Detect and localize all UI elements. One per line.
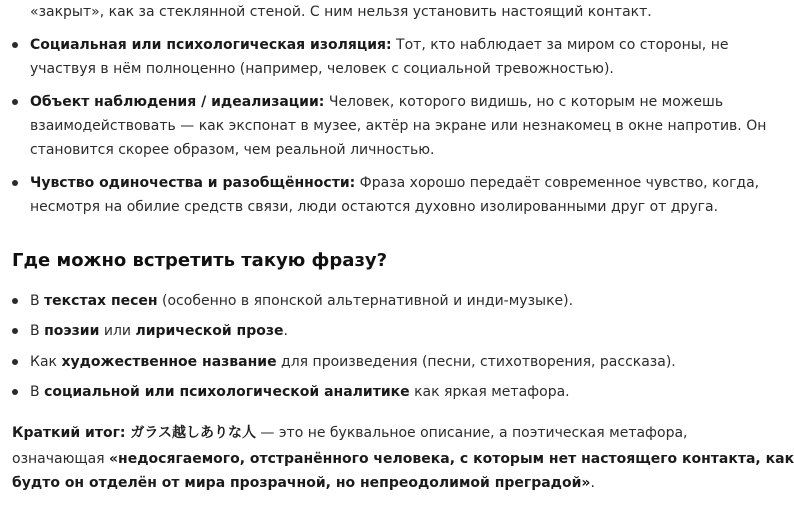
item-prefix: В bbox=[30, 323, 45, 339]
list-item-continuation: взаимодействовать — как экспонат в музее, актёр на экране или незнакомец в окне напротив. Он bbox=[30, 118, 767, 134]
summary-label: Краткий итог: bbox=[12, 425, 126, 441]
item-text: (особенно в японской альтернативной и инди-музыке). bbox=[157, 293, 574, 309]
list-item bbox=[30, 92, 723, 112]
list-item bbox=[30, 382, 570, 402]
bullet-dot bbox=[12, 42, 18, 48]
summary-line bbox=[12, 423, 688, 443]
item-term: текстах песен bbox=[44, 293, 158, 309]
list-item bbox=[30, 173, 759, 193]
list-item bbox=[30, 291, 573, 311]
summary-emphasis: будто он отделён от мира прозрачной, но непреодолимой преградой» bbox=[12, 475, 591, 491]
list-item bbox=[30, 321, 288, 341]
item-text: Фраза хорошо передаёт современное чувство, когда, bbox=[355, 175, 760, 191]
item-term: Социальная или психологическая изоляция: bbox=[30, 37, 392, 53]
item-prefix: Как bbox=[30, 354, 62, 370]
item-prefix: В bbox=[30, 384, 45, 400]
summary-phrase: ガラス越しありな人 bbox=[125, 425, 256, 441]
list-item-continuation: становится скорее образом, чем реальной личностью. bbox=[30, 142, 435, 158]
item-text: для произведения (песни, стихотворения, рассказа). bbox=[276, 354, 676, 370]
section-heading: Где можно встретить такую фразу? bbox=[12, 250, 388, 271]
item-text: Человек, которого видишь, но с которым не можешь bbox=[324, 94, 724, 110]
item-prefix: В bbox=[30, 293, 45, 309]
summary-emphasis: «недосягаемого, отстранённого человека, с которым нет настоящего контакта, как bbox=[109, 451, 794, 467]
item-term: Объект наблюдения / идеализации: bbox=[30, 94, 325, 110]
item-text: как яркая метафора. bbox=[409, 384, 570, 400]
bullet-dot bbox=[12, 99, 18, 105]
list-item bbox=[30, 35, 728, 55]
item-text: . bbox=[283, 323, 288, 339]
list-item-continuation: несмотря на обилие средств связи, люди остаются духовно изолированными друг от друга. bbox=[30, 199, 719, 215]
item-term: лирической прозе bbox=[135, 323, 284, 339]
bullet-dot bbox=[12, 389, 18, 395]
list-item bbox=[30, 352, 676, 372]
bullet-dot bbox=[12, 328, 18, 334]
summary-text: . bbox=[590, 475, 595, 491]
summary-text: — это не буквальное описание, а поэтическая метафора, bbox=[255, 425, 688, 441]
item-term: социальной или психологической аналитике bbox=[44, 384, 410, 400]
intro-line: «закрыт», как за стеклянной стеной. С ним нельзя установить настоящий контакт. bbox=[30, 4, 652, 20]
item-term: Чувство одиночества и разобщённости: bbox=[30, 175, 356, 191]
item-term: художественное название bbox=[61, 354, 277, 370]
summary-text: означающая bbox=[12, 451, 110, 467]
bullet-dot bbox=[12, 180, 18, 186]
summary-line bbox=[12, 449, 794, 469]
bullet-dot bbox=[12, 298, 18, 304]
item-text: или bbox=[99, 323, 136, 339]
item-term: поэзии bbox=[44, 323, 100, 339]
summary-line bbox=[12, 473, 595, 493]
item-text: Тот, кто наблюдает за миром со стороны, не bbox=[391, 37, 729, 53]
bullet-dot bbox=[12, 359, 18, 365]
list-item-continuation: участвуя в нём полноценно (например, человек с социальной тревожностью). bbox=[30, 61, 614, 77]
